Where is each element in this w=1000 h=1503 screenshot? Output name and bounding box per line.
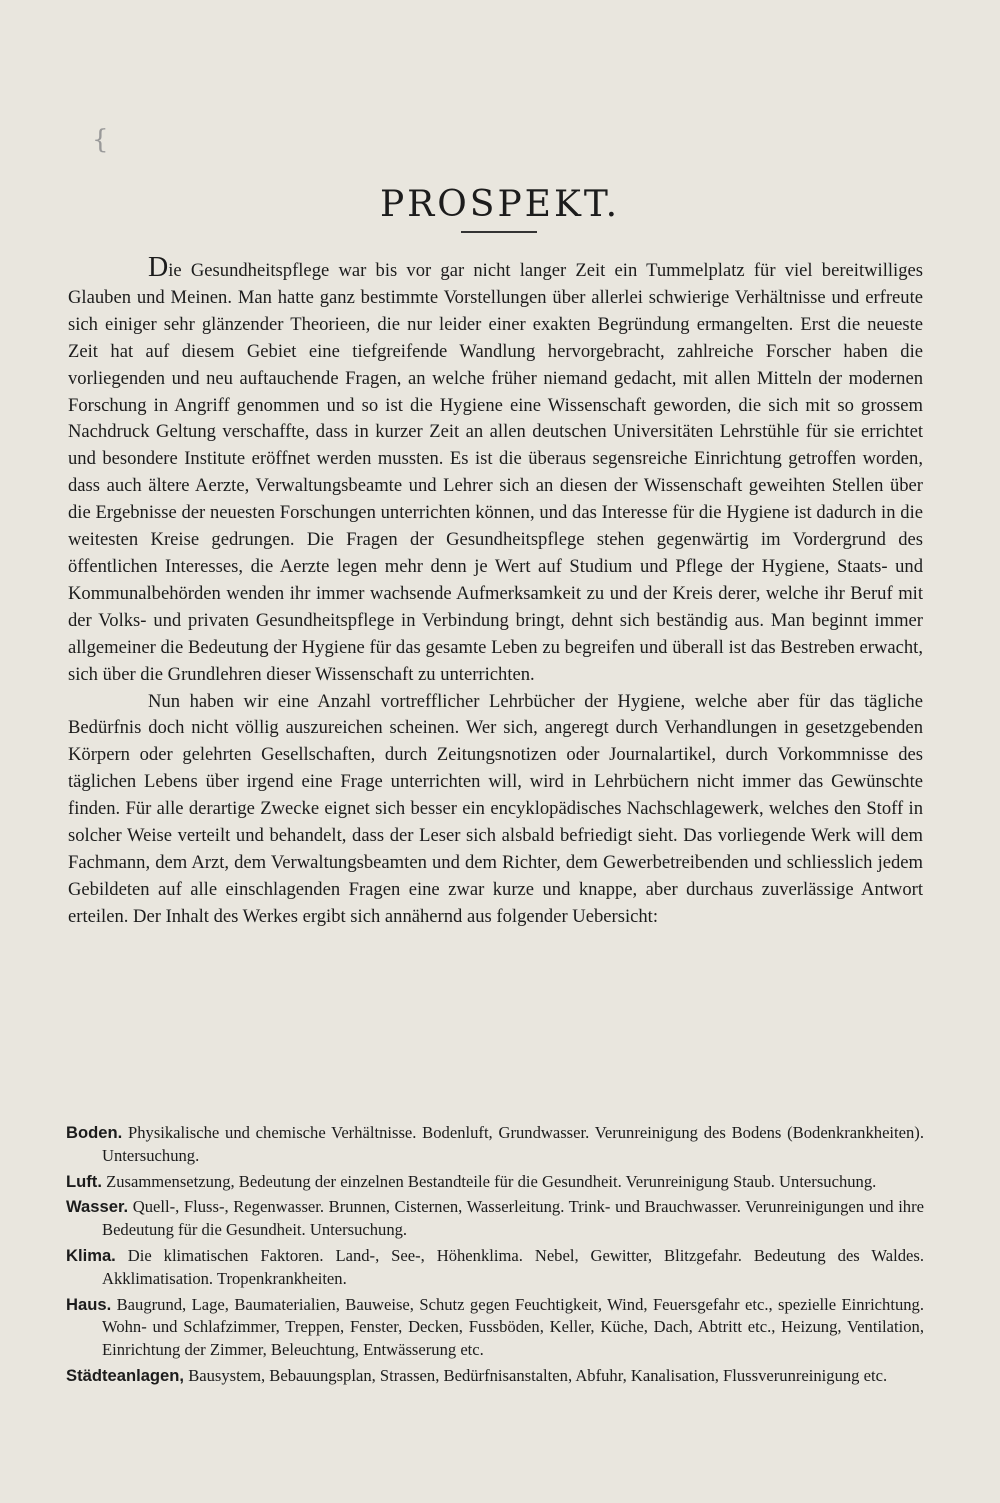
paragraph-1 <box>68 252 923 689</box>
list-item <box>66 1122 924 1168</box>
topic-description: Baugrund, Lage, Baumaterialien, Bauweise, Schutz gegen Feuchtigkeit, Wind, Feuersgefahr etc., spezielle Einrichtung. Wohn- und Schlafzimmer, Treppen, Fenster, Decken, Fussböden, Keller, Küche, Dach, Abtritt etc., Heizung, Ventilation, Einrichtung der Zimmer, Beleuchtung, Entwässerung etc. <box>102 1294 924 1360</box>
topic-term: Wasser. <box>66 1197 129 1217</box>
topic-term: Luft. <box>66 1171 102 1191</box>
list-item <box>66 1245 924 1291</box>
list-item <box>66 1196 924 1242</box>
topic-overview-list <box>66 1122 924 1391</box>
topic-term: Boden. <box>66 1123 123 1142</box>
drop-cap: D <box>148 252 169 283</box>
topic-description: Die klimatischen Faktoren. Land-, See-, Höhenklima. Nebel, Gewitter, Blitzgefahr. Bedeutung des Waldes. Akklimatisation. Tropenkrankheiten. <box>102 1245 924 1288</box>
topic-term: Städteanlagen, <box>66 1365 185 1385</box>
title-divider <box>461 231 537 233</box>
topic-term: Klima. <box>66 1245 116 1265</box>
topic-description: Zusammensetzung, Bedeutung der einzelnen Bestandteile für die Gesundheit. Verunreinigung Staub. Untersuchung. <box>106 1171 877 1191</box>
list-item <box>66 1294 924 1362</box>
paragraph-2 <box>68 689 923 931</box>
topic-description: Physikalische und chemische Verhältnisse. Bodenluft, Grundwasser. Verunreinigung des Bodens (Bodenkrankheiten). Untersuchung. <box>102 1123 924 1165</box>
body-text <box>68 252 923 931</box>
list-item <box>66 1171 924 1194</box>
list-item <box>66 1365 924 1388</box>
paragraph-1-text: ie Gesundheitspflege war bis vor gar nicht langer Zeit ein Tummelplatz für viel bereitwilliges Glauben und Meinen. Man hatte ganz bestimmte Vorstellungen über allerlei schwierige Verhältnisse und erfreute sich einiger sehr glänzender Theorieen, die nur leider einer exakten Begründung ermangelten. Erst die neueste Zeit hat auf diesem Gebiet eine tiefgreifende Wandlung hervorgebracht, zahlreiche Forscher haben die vorliegenden und neu auftauchende Fragen, an welche früher niemand gedacht, mit allen Mitteln der modernen Forschung in Angriff genommen und so ist die Hygiene eine Wissenschaft geworden, die sich mit so grossem Nachdruck Geltung verschaffte, dass in kurzer Zeit an allen deutschen Universitäten Lehrstühle für sie errichtet und besondere Institute eröffnet werden mussten. Es ist die überaus segensreiche Einrichtung getroffen worden, dass auch ältere Aerzte, Verwaltungsbeamte und Lehrer sich an diesen der Wissenschaft geweihten Stellen über die Ergebnisse der neuesten Forschungen unterrichten können, und das Interesse für die Hygiene ist dadurch in die weitesten Kreise gedrungen. Die Fragen der Gesundheitspflege stehen gegenwärtig im Vordergrund des öffentlichen Interesses, die Aerzte legen mehr denn je Wert auf Studium und Pflege der Hygiene, Staats- und Kommunalbehörden wenden ihr immer wachsende Aufmerksamkeit zu und der Kreis derer, welche ihr Beruf mit der Volks- und privaten Gesundheitspflege in Verbindung bringt, dehnt sich beständig aus. Man beginnt immer allgemeiner die Bedeutung der Hygiene für das gesamte Leben zu begreifen und überall ist das Bestreben erwacht, sich über die Grundlehren dieser Wissenschaft zu unterrichten. <box>68 260 923 685</box>
topic-description: Bausystem, Bebauungsplan, Strassen, Bedürfnisanstalten, Abfuhr, Kanalisation, Flussverunreinigung etc. <box>188 1365 888 1385</box>
paragraph-2-text: Nun haben wir eine Anzahl vortrefflicher Lehrbücher der Hygiene, welche aber für das tägliche Bedürfnis doch nicht völlig auszureichen scheinen. Wer sich, angeregt durch Verhandlungen in gesetzgebenden Körpern oder gelehrten Gesellschaften, durch Zeitungsnotizen oder Journalartikel, durch Vorkommnisse des täglichen Lebens über irgend eine Frage unterrichten will, wird in Lehrbüchern nicht immer das Gewünschte finden. Für alle derartige Zwecke eignet sich besser ein encyklopädisches Nachschlagewerk, welches den Stoff in solcher Weise verteilt und behandelt, dass der Leser sich alsbald befriedigt sieht. Das vorliegende Werk will dem Fachmann, dem Arzt, dem Verwaltungsbeamten und dem Richter, dem Gewerbetreibenden und schliesslich jedem Gebildeten auf alle einschlagenden Fragen eine zwar kurze und knappe, aber durchaus zuverlässige Antwort erteilen. Der Inhalt des Werkes ergibt sich annähernd aus folgender Uebersicht: <box>68 690 923 927</box>
page-title: PROSPEKT. <box>379 184 621 226</box>
topic-description: Quell-, Fluss-, Regenwasser. Brunnen, Cisternen, Wasserleitung. Trink- und Brauchwasser. Verunreinigungen und ihre Bedeutung für die Gesundheit. Untersuchung. <box>102 1197 924 1240</box>
margin-pencil-mark: { <box>92 125 109 155</box>
topic-term: Haus. <box>66 1294 112 1314</box>
